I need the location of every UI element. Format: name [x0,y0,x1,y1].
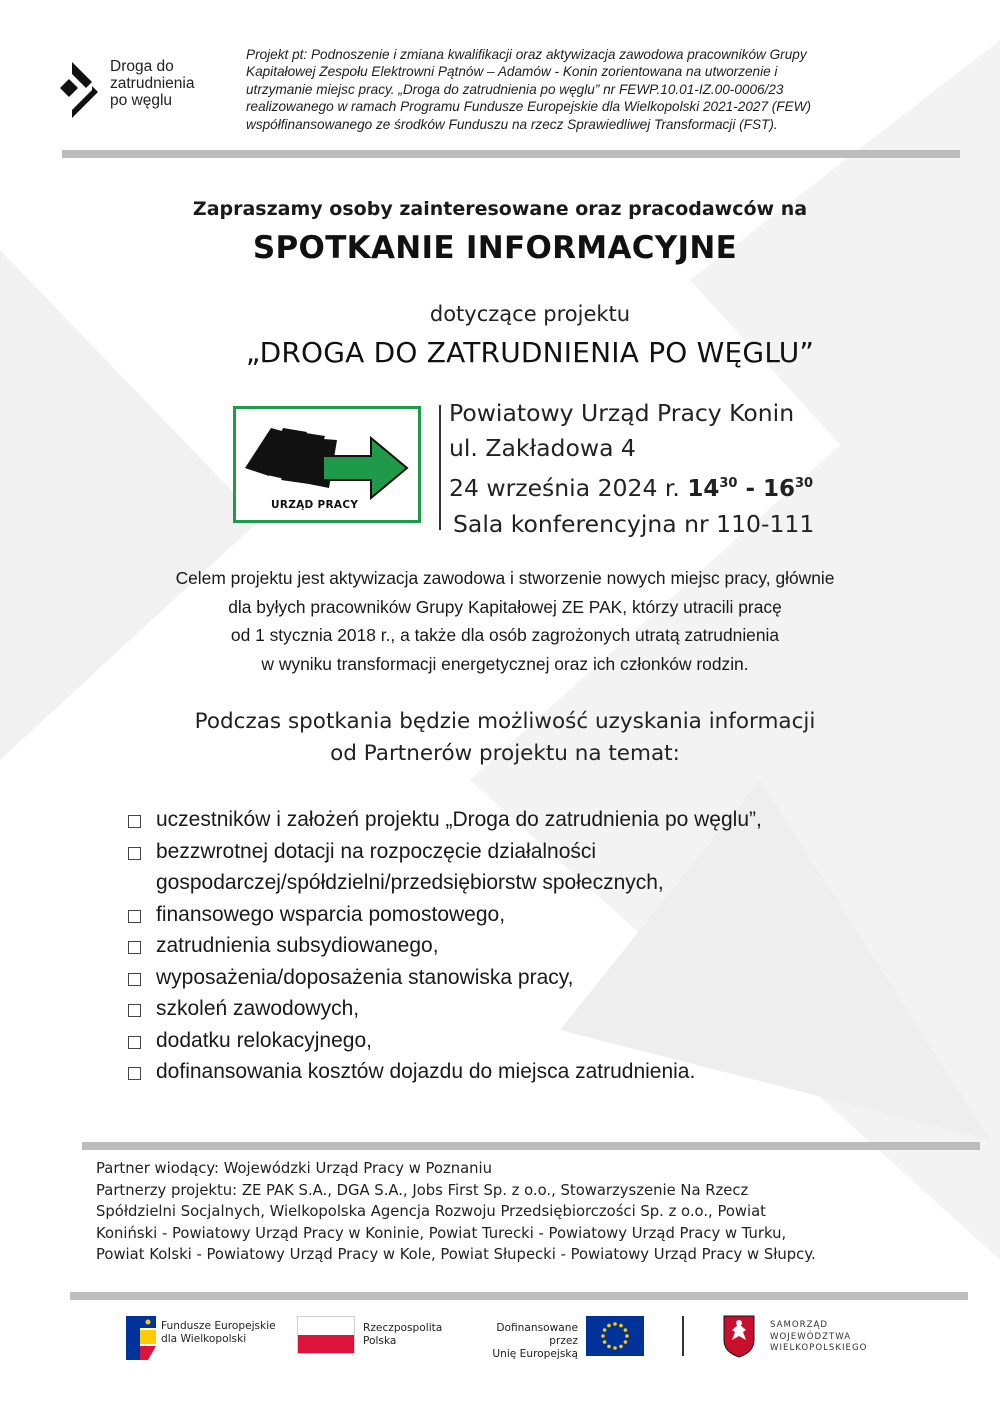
about-text: dotyczące projektu [429,302,631,326]
meeting-date-time [449,466,814,507]
topic-text: dodatku relokacyjnego, [156,1028,372,1052]
topic-text: dofinansowania kosztów dojazdu do miejsca zatrudnienia. [156,1060,696,1083]
partners-text [96,1158,906,1266]
partners-line: Koniński - Powiatowy Urząd Pracy w Koninie, Powiat Turecki - Powiatowy Urząd Pracy w Turku, [96,1224,787,1242]
header-divider [62,150,960,158]
topic-text: uczestników i założeń projektu „Droga do zatrudnienia po węglu”, [156,808,762,831]
droga-logo-icon [58,62,104,118]
eu-text [466,1322,578,1361]
topic-item [126,1056,762,1088]
logo-line: Droga do [110,58,174,75]
partners-divider-top [82,1142,980,1150]
meeting-time: $14^{30} - 16^{30}$ [687,476,814,502]
funding-logos [0,1310,1000,1370]
meeting-date: 24 września 2024 r. [449,474,680,502]
rp-line: Rzeczpospolita [363,1322,443,1334]
during-line: od Partnerów projektu na temat: [330,741,680,766]
topic-text: wyposażenia/doposażenia stanowiska pracy, [156,965,574,989]
wielkopolska-crest-icon [722,1314,756,1358]
fe-line: dla Wielkopolski [161,1333,247,1345]
description-line: Celem projektu jest aktywizacja zawodowa i stworzenie nowych miejsc pracy, głównie [175,568,835,588]
eu-line: Dofinansowane przez [496,1322,578,1347]
eu-line: Unię Europejską [492,1348,578,1360]
checkbox-square-icon [128,1036,141,1049]
during-line: Podczas spotkania będzie możliwość uzyskania informacji [194,709,816,734]
sam-line: WOJEWÓDZTWA [770,1331,852,1342]
samorzad-text [770,1320,867,1355]
topic-text: bezzwrotnej dotacji na rozpoczęcie działalności [156,839,597,863]
logo-text [110,58,194,109]
sam-line: SAMORZĄD [770,1320,829,1330]
project-name: „DROGA DO ZATRUDNIENIA PO WĘGLU” [245,336,815,369]
note-line: utrzymanie miejsc pracy. „Droga do zatrudnienia po węglu” nr FEWP.10.01-IZ.00-0006/23 [246,81,784,97]
partners-line: Spółdzielni Socjalnych, Wielkopolska Agencja Rozwoju Przedsiębiorczości Sp. z o.o., Powiat [96,1203,766,1220]
note-line: współfinansowanego ze środków Funduszu na rzecz Sprawiedliwej Transformacji (FST). [246,116,778,132]
description-line: w wyniku transformacji energetycznej oraz ich członków rodzin. [261,653,749,674]
topic-item [126,962,762,994]
topic-item [126,899,762,931]
topic-item [126,930,762,962]
checkbox-square-icon [128,910,141,923]
description-line: dla byłych pracowników Grupy Kapitałowej ZE PAK, którzy utracili pracę [228,596,782,617]
fe-line: Fundusze Europejskie [161,1320,276,1332]
description-line: od 1 stycznia 2018 r., a także dla osób zagrożonych utratą zatrudnienia [230,625,780,645]
invite-text: Zapraszamy osoby zainteresowane oraz pracodawców na [192,198,808,220]
footer-divider [70,1292,968,1300]
topic-item [126,836,762,868]
during-meeting-text [0,706,1000,770]
logo-line: zatrudnienia [110,75,195,92]
meeting-details [449,396,814,542]
project-description [0,564,1000,678]
checkbox-square-icon [128,973,141,986]
topic-text: szkoleń zawodowych, [156,997,360,1020]
checkbox-square-icon [128,941,141,954]
topic-item [126,804,762,836]
checkbox-square-icon [128,847,141,860]
topic-item [126,993,762,1025]
topics-list [126,804,762,1088]
cards-arrow-icon [241,418,411,502]
topic-text: zatrudnienia subsydiowanego, [156,934,439,957]
rp-line: Polska [363,1335,397,1347]
rzeczpospolita-text [363,1322,442,1348]
urzad-pracy-logo [233,406,421,523]
info-separator [439,405,441,530]
topic-item [126,867,762,899]
fundusze-europejskie-icon [124,1314,158,1362]
project-note [246,46,916,133]
checkbox-square-icon [128,815,141,828]
meeting-title: SPOTKANIE INFORMACYJNE [252,230,738,266]
footer-separator [682,1316,684,1356]
sam-line: WIELKOPOLSKIEGO [770,1343,868,1353]
partners-line: Partnerzy projektu: ZE PAK S.A., DGA S.A., Jobs First Sp. z o.o., Stowarzyszenie Na Rzecz [96,1181,749,1199]
note-line: Kapitałowej Zespołu Elektrowni Pątnów – Adamów - Konin zorientowana na utworzenie i [246,64,778,80]
topic-text: gospodarczej/spółdzielni/przedsiębiorstw społecznych, [156,871,664,894]
eu-flag-icon [586,1316,644,1356]
project-logo [58,58,218,118]
checkbox-square-icon [128,1067,141,1080]
partners-line: Powiat Kolski - Powiatowy Urząd Pracy w Kole, Powiat Słupecki - Powiatowy Urząd Pracy w Słupcy. [96,1246,816,1263]
fundusze-text [161,1320,276,1346]
topic-text: finansowego wsparcia pomostowego, [156,902,506,926]
urzad-pracy-label: URZĄD PRACY [271,499,359,511]
note-line: realizowanego w ramach Programu Fundusze Europejskie dla Wielkopolski 2021-2027 (FEW) [246,99,812,115]
note-line: Projekt pt: Podnoszenie i zmiana kwalifikacji oraz aktywizacja zawodowa pracowników Grupy [246,47,807,62]
logo-line: po węglu [110,92,173,109]
office-address: ul. Zakładowa 4 [449,434,636,462]
office-name: Powiatowy Urząd Pracy Konin [449,399,795,427]
poland-flag-icon [297,1316,355,1354]
checkbox-square-icon [128,1004,141,1017]
topic-item [126,1025,762,1057]
meeting-room: Sala konferencyjna nr 110-111 [453,510,815,538]
partners-line: Partner wiodący: Wojewódzki Urząd Pracy w Poznaniu [96,1160,493,1177]
